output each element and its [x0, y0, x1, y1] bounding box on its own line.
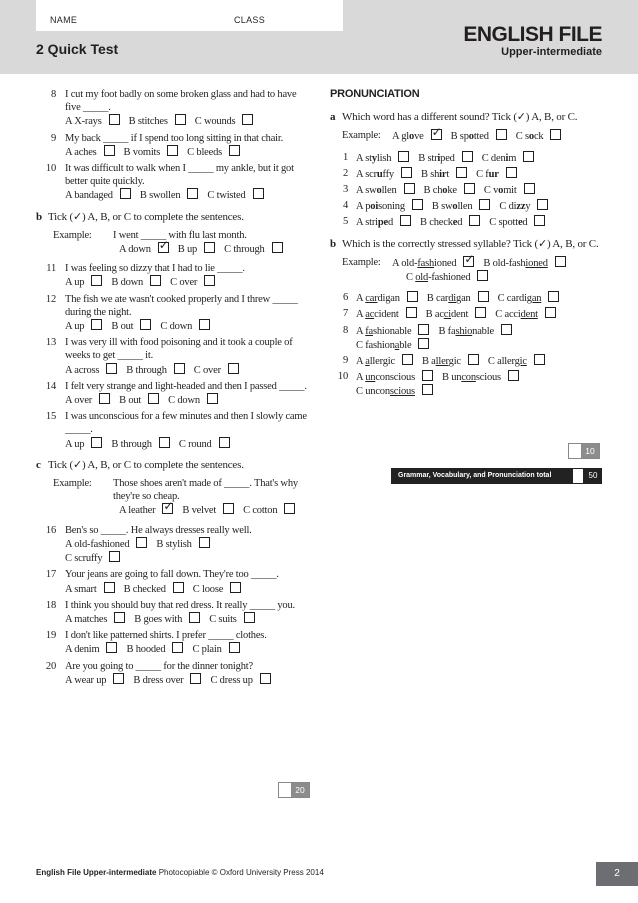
pron-example-b: Example: A old-fashioned✓ B old-fashioned C old-fashioned — [342, 256, 602, 284]
checkbox[interactable] — [418, 338, 429, 349]
checkbox[interactable] — [479, 199, 490, 210]
option-c: C accident — [495, 309, 538, 321]
option-b: B goes with — [134, 613, 183, 625]
option-a: A cardigan — [356, 293, 400, 305]
option-a: A up — [65, 438, 85, 450]
checkbox[interactable] — [534, 215, 545, 226]
pron-item-7 — [330, 307, 602, 321]
section-b-instruction-right — [330, 238, 602, 251]
checkbox[interactable] — [468, 354, 479, 365]
option-b: B swollen — [431, 201, 473, 213]
option-a: A stylish — [356, 152, 392, 164]
pron-item-3 — [330, 183, 602, 197]
total-number: 50 — [588, 471, 598, 480]
checkbox[interactable] — [496, 129, 507, 140]
option-a: A over — [65, 395, 93, 407]
question-9 — [36, 132, 308, 159]
checkbox[interactable] — [150, 275, 161, 286]
option-c: C round — [178, 438, 212, 450]
section-text: Tick (✓) A, B, or C to complete the sentences. — [48, 210, 244, 223]
checkbox[interactable] — [109, 551, 120, 562]
item-number: 10 — [337, 371, 348, 383]
checkbox[interactable] — [506, 167, 517, 178]
question-number: 10 — [45, 163, 56, 175]
option-c: C vomit — [483, 185, 517, 197]
option-c: C cardigan — [497, 293, 542, 305]
checkbox[interactable] — [114, 612, 125, 623]
checkbox[interactable] — [545, 307, 556, 318]
example-b — [53, 229, 308, 256]
option-a: A scruffy — [356, 168, 394, 180]
score-total: 10 — [581, 444, 599, 458]
checkbox[interactable] — [508, 370, 519, 381]
option-a: A poisoning — [356, 201, 405, 213]
question-text: Your jeans are going to fall down. They're too _____. — [65, 569, 279, 581]
pron-a-list — [330, 151, 602, 230]
section-text: Which word has a different sound? Tick (✓) A, B, or C. — [342, 111, 578, 124]
option-c: C suits — [209, 613, 237, 625]
checkbox-checked[interactable] — [162, 503, 173, 514]
pron-item-2 — [330, 167, 602, 181]
pron-item-1 — [330, 151, 602, 165]
question-18 — [36, 599, 308, 626]
option-c: C unconscious — [356, 386, 415, 398]
checkbox[interactable] — [412, 199, 423, 210]
option-a: A leather — [119, 505, 156, 517]
checkbox[interactable] — [106, 363, 117, 374]
item-number: 4 — [342, 200, 348, 212]
question-11 — [36, 262, 308, 289]
question-text: I felt very strange and light-headed and then I passed _____. — [65, 380, 307, 392]
checkbox[interactable] — [109, 114, 120, 125]
option-a: A swollen — [356, 185, 397, 197]
question-number: 12 — [45, 293, 56, 305]
checkbox[interactable] — [120, 188, 131, 199]
option-a: A old-fashioned — [65, 538, 130, 550]
question-number: 9 — [50, 132, 56, 144]
item-number: 6 — [342, 292, 348, 304]
checkbox[interactable] — [159, 437, 170, 448]
option-c: C allergic — [487, 356, 527, 368]
item-number: 3 — [342, 184, 348, 196]
question-20 — [36, 660, 308, 687]
question-text: Are you going to _____ for the dinner tonight? — [65, 660, 253, 672]
option-c: C down — [168, 395, 200, 407]
option-b: B unconscious — [441, 372, 501, 384]
item-number: 1 — [342, 151, 348, 163]
example-label: Example: — [53, 478, 92, 490]
checkbox[interactable] — [422, 384, 433, 395]
question-text: My back _____ if I spend too long sitting in that chair. — [65, 132, 284, 144]
checkbox[interactable] — [229, 145, 240, 156]
checkbox[interactable] — [189, 612, 200, 623]
question-number: 19 — [45, 630, 56, 642]
total-bar — [391, 468, 602, 484]
option-a: A accident — [356, 309, 399, 321]
option-b: B through — [126, 364, 167, 376]
option-b: B velvet — [182, 505, 217, 517]
checkbox[interactable] — [204, 275, 215, 286]
option-c: C over — [193, 364, 221, 376]
checkbox[interactable] — [462, 151, 473, 162]
quick-test-title: 2 Quick Test — [36, 41, 119, 57]
question-13 — [36, 336, 308, 377]
option-c: C twisted — [207, 190, 246, 202]
option-b: B out — [119, 395, 142, 407]
right-column — [330, 88, 602, 401]
checkbox[interactable] — [187, 188, 198, 199]
option-b: B fashionable — [438, 325, 494, 337]
checkbox[interactable] — [219, 437, 230, 448]
checkbox[interactable] — [550, 129, 561, 140]
option-a: A bandaged — [65, 190, 113, 202]
option-b: B shirt — [420, 168, 450, 180]
checkbox[interactable] — [104, 145, 115, 156]
option-c: C plain — [192, 644, 222, 656]
section-text: Tick (✓) A, B, or C to complete the sentences. — [48, 458, 244, 471]
checkbox[interactable] — [99, 393, 110, 404]
example-text: Those shoes aren't made of _____. That's why they're so cheap. — [113, 478, 298, 503]
option-b: B striped — [418, 152, 455, 164]
checkbox[interactable] — [456, 167, 467, 178]
option-a: A up — [65, 277, 85, 289]
section-letter: b — [330, 237, 336, 250]
question-10 — [36, 162, 308, 203]
option-b: B checked — [123, 583, 166, 595]
checkbox[interactable] — [91, 319, 102, 330]
option-a: A unconscious — [356, 372, 415, 384]
checkbox[interactable] — [537, 199, 548, 210]
pron-example-a: Example: A glove✓ B spotted C sock — [342, 129, 602, 143]
brand — [463, 24, 602, 58]
checkbox[interactable] — [555, 256, 566, 267]
checkbox[interactable] — [523, 151, 534, 162]
question-text: Ben's so _____. He always dresses really well. — [65, 524, 252, 536]
section-letter: b — [36, 210, 42, 223]
option-a: A allergic — [356, 356, 395, 368]
option-a: A smart — [65, 583, 97, 595]
option-b: B out — [111, 321, 134, 333]
footer-book: English File Upper-intermediate — [36, 868, 157, 877]
option-b: B accident — [425, 309, 469, 321]
checkbox[interactable] — [418, 324, 429, 335]
page-number: 2 — [596, 862, 638, 886]
section-c-instruction — [36, 459, 308, 472]
checkbox[interactable] — [501, 324, 512, 335]
checkbox[interactable] — [469, 215, 480, 226]
checkbox[interactable] — [407, 291, 418, 302]
score-box-left — [278, 782, 310, 798]
checkbox[interactable] — [173, 582, 184, 593]
total-label: Grammar, Vocabulary, and Pronunciation total — [398, 472, 552, 479]
item-number: 5 — [342, 216, 348, 228]
checkbox-checked[interactable] — [431, 129, 442, 140]
name-label: NAME — [50, 15, 78, 25]
checkbox[interactable] — [175, 114, 186, 125]
checkbox[interactable] — [477, 270, 488, 281]
option-c: C denim — [481, 152, 517, 164]
question-number: 14 — [45, 380, 56, 392]
checkbox[interactable] — [534, 354, 545, 365]
checkbox[interactable] — [174, 363, 185, 374]
pronunciation-heading: PRONUNCIATION — [330, 88, 420, 100]
option-b: B vomits — [123, 146, 161, 158]
checkbox[interactable] — [284, 503, 295, 514]
checkbox[interactable] — [140, 319, 151, 330]
option-a: A up — [65, 321, 85, 333]
checkbox[interactable] — [199, 319, 210, 330]
question-text: I was unconscious for a few minutes and then I slowly came _____. — [65, 411, 307, 436]
checkbox[interactable] — [478, 291, 489, 302]
footer — [36, 868, 324, 877]
score-blank[interactable] — [279, 783, 291, 797]
option-b: B up — [177, 244, 198, 256]
option-b: B hooded — [126, 644, 166, 656]
pron-item-10 — [330, 370, 602, 398]
item-number: 9 — [342, 355, 348, 367]
checkbox[interactable] — [104, 582, 115, 593]
option-b: B through — [111, 438, 152, 450]
example-c — [53, 477, 308, 518]
question-text: I cut my foot badly on some broken glass and had to have five _____. — [65, 89, 297, 114]
item-number: 8 — [342, 324, 348, 336]
question-text: I was very ill with food poisoning and it took a couple of weeks to get _____ it. — [65, 337, 293, 362]
question-number: 15 — [45, 411, 56, 423]
option-c: C dress up — [210, 674, 253, 686]
pron-item-6 — [330, 291, 602, 305]
checkbox[interactable] — [207, 393, 218, 404]
checkbox[interactable] — [204, 242, 215, 253]
question-number: 17 — [45, 569, 56, 581]
pron-item-4 — [330, 199, 602, 213]
option-a: A striped — [356, 217, 394, 229]
option-a: A aches — [65, 146, 97, 158]
score-blank[interactable] — [569, 444, 581, 458]
checkbox[interactable] — [199, 537, 210, 548]
option-b: B choke — [423, 185, 457, 197]
option-b: B checked — [420, 217, 463, 229]
checkbox-checked[interactable] — [158, 242, 169, 253]
option-a: A matches — [65, 613, 108, 625]
option-c: C wounds — [194, 116, 236, 128]
section-letter: a — [330, 111, 336, 124]
question-text: I think you should buy that red dress. It really _____ you. — [65, 599, 295, 611]
option-c: C down — [160, 321, 193, 333]
checkbox[interactable] — [406, 307, 417, 318]
checkbox[interactable] — [272, 242, 283, 253]
checkbox[interactable] — [136, 537, 147, 548]
option-c: C over — [170, 277, 198, 289]
question-12 — [36, 293, 308, 334]
option-b: B dress over — [133, 674, 184, 686]
example-text: I went _____ with flu last month. — [113, 229, 247, 241]
question-14 — [36, 380, 308, 407]
option-c: C through — [224, 244, 265, 256]
pron-item-5 — [330, 215, 602, 229]
checkbox[interactable] — [253, 188, 264, 199]
pron-item-9 — [330, 354, 602, 368]
option-b: B cardigan — [426, 293, 471, 305]
example-label: Example: — [53, 229, 92, 241]
checkbox[interactable] — [260, 673, 271, 684]
checkbox[interactable] — [230, 582, 241, 593]
brand-title: ENGLISH FILE — [463, 23, 602, 46]
question-15 — [36, 410, 308, 451]
checkbox[interactable] — [223, 503, 234, 514]
section-b-instruction — [36, 211, 308, 224]
question-text: I don't like patterned shirts. I prefer _____ clothes. — [65, 630, 267, 642]
question-number: 11 — [46, 263, 56, 275]
checkbox[interactable] — [404, 183, 415, 194]
total-blank[interactable] — [572, 468, 584, 484]
pron-b-list — [330, 291, 602, 398]
question-number: 13 — [45, 337, 56, 349]
section-a-instruction — [330, 111, 602, 124]
checkbox[interactable] — [190, 673, 201, 684]
option-b: B allergic — [421, 356, 461, 368]
checkbox[interactable] — [475, 307, 486, 318]
score-total: 20 — [291, 783, 309, 797]
option-c: C cotton — [243, 505, 278, 517]
checkbox[interactable] — [229, 642, 240, 653]
option-c: C loose — [192, 583, 224, 595]
option-b: B swollen — [139, 190, 181, 202]
option-a: A denim — [65, 644, 100, 656]
checkbox[interactable] — [402, 354, 413, 365]
checkbox[interactable] — [167, 145, 178, 156]
class-label: CLASS — [234, 15, 266, 25]
option-c: C fashionable — [356, 339, 412, 351]
left-column — [36, 88, 308, 690]
footer-copyright: Photocopiable © Oxford University Press 2014 — [156, 868, 324, 877]
pron-item-8 — [330, 324, 602, 352]
question-19 — [36, 629, 308, 656]
brand-level: Upper-intermediate — [501, 46, 602, 58]
checkbox[interactable] — [172, 642, 183, 653]
checkbox[interactable] — [91, 437, 102, 448]
question-17 — [36, 568, 308, 595]
option-b: B stitches — [128, 116, 168, 128]
question-number: 18 — [45, 599, 56, 611]
option-a: A down — [119, 244, 151, 256]
option-a: A across — [65, 364, 100, 376]
checkbox[interactable] — [242, 114, 253, 125]
checkbox[interactable] — [106, 642, 117, 653]
checkbox[interactable] — [148, 393, 159, 404]
option-c: C bleeds — [187, 146, 223, 158]
option-b: B stylish — [156, 538, 192, 550]
item-number: 7 — [342, 308, 348, 320]
name-class-box — [36, 0, 343, 31]
option-c: C dizzy — [499, 201, 531, 213]
question-16 — [36, 524, 308, 566]
option-b: B down — [111, 277, 144, 289]
example-label: Example: — [342, 256, 381, 268]
checkbox[interactable] — [113, 673, 124, 684]
option-a: A X-rays — [65, 116, 102, 128]
checkbox[interactable] — [464, 183, 475, 194]
option-a: A fashionable — [356, 325, 412, 337]
question-text: The fish we ate wasn't cooked properly and I threw _____ during the night. — [65, 293, 298, 318]
checkbox[interactable] — [524, 183, 535, 194]
checkbox[interactable] — [398, 151, 409, 162]
checkbox[interactable] — [548, 291, 559, 302]
score-box-right — [568, 443, 600, 459]
question-text: I was feeling so dizzy that I had to lie _____. — [65, 263, 245, 275]
checkbox[interactable] — [400, 215, 411, 226]
checkbox[interactable] — [228, 363, 239, 374]
section-text: Which is the correctly stressed syllable? Tick (✓) A, B, or C. — [342, 237, 599, 250]
checkbox[interactable] — [422, 370, 433, 381]
checkbox[interactable] — [244, 612, 255, 623]
option-a: A wear up — [65, 674, 107, 686]
question-number: 16 — [45, 524, 56, 536]
checkbox-checked[interactable] — [463, 256, 474, 267]
checkbox[interactable] — [401, 167, 412, 178]
section-letter: c — [36, 458, 41, 471]
question-8 — [36, 88, 308, 129]
option-c: C scruffy — [65, 553, 103, 565]
item-number: 2 — [342, 167, 348, 179]
question-number: 20 — [45, 660, 56, 672]
checkbox[interactable] — [91, 275, 102, 286]
option-c: C fur — [476, 168, 499, 180]
option-c: C spotted — [489, 217, 528, 229]
example-label: Example: — [342, 130, 381, 142]
question-number: 8 — [50, 89, 56, 100]
question-text: It was difficult to walk when I _____ my ankle, but it got better quite quickly. — [65, 163, 294, 188]
